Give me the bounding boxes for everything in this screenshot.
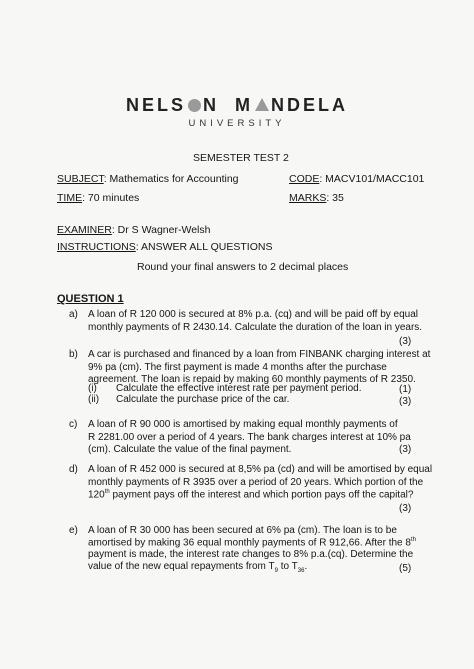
examiner-line xyxy=(57,224,210,236)
q1e-label: e) xyxy=(69,525,78,536)
q1b-i-text: Calculate the effective interest rate per payment period. xyxy=(116,383,362,394)
q1b-line-2: 9% pa (cm). The first payment is made 4 months after the purchase xyxy=(88,362,387,373)
q1e-line-1: A loan of R 30 000 has been secured at 6% pa (cm). The loan is to be xyxy=(88,525,397,536)
q1e-line-3: payment is made, the interest rate changes to 8% p.a.(cq). Determine the xyxy=(88,549,414,560)
q1b-line-3: agreement. The loan is repaid by making 60 monthly payments of R 2350. xyxy=(88,374,416,385)
q1d-line-3-text: payment pays off the interest and which portion pays off the capital? xyxy=(109,489,414,501)
instructions-line xyxy=(57,241,272,253)
q1b-ii-label: (ii) xyxy=(88,394,100,405)
subject-value: : Mathematics for Accounting xyxy=(103,173,239,185)
logo-text-n: N xyxy=(203,95,219,115)
q1d-label: d) xyxy=(69,464,78,475)
time-value: : 70 minutes xyxy=(82,192,140,204)
q1e-line-4-end: . xyxy=(304,561,308,572)
examiner-label: EXAMINER xyxy=(57,224,112,236)
q1d-ordinal-number: 120 xyxy=(88,489,105,501)
q1e-marks: (5) xyxy=(399,563,412,574)
q1e-line-2-text: amortised by making 36 equal monthly payments of R 912,66. After the 8 xyxy=(88,537,411,549)
logo-triangle-icon xyxy=(255,98,269,111)
code-value: : MACV101/MACC101 xyxy=(319,173,425,185)
q1a-line-2: monthly payments of R 2430.14. Calculate the duration of the loan in years. xyxy=(88,322,423,333)
q1e-line-4-mid: to T xyxy=(277,561,298,572)
q1d-ordinal-suffix: th xyxy=(104,489,110,495)
code-label: CODE xyxy=(289,173,320,185)
q1d-line-3 xyxy=(88,489,413,500)
q1e-line-2 xyxy=(88,537,416,548)
time-label: TIME xyxy=(57,192,83,204)
marks-label: MARKS xyxy=(289,192,327,204)
q1c-line-2: R 2281.00 over a period of 4 years. The bank charges interest at 10% pa xyxy=(88,432,411,443)
test-title: SEMESTER TEST 2 xyxy=(193,152,289,164)
q1c-line-1: A loan of R 90 000 is amortised by making equal monthly payments of xyxy=(88,419,398,430)
q1b-i-marks: (1) xyxy=(399,384,412,395)
q1b-i-label: (i) xyxy=(88,383,97,394)
q1d-line-2: monthly payments of R 3935 over a period of 20 years. Which portion of the xyxy=(88,477,424,488)
q1b-label: b) xyxy=(69,349,78,360)
q1b-line-1: A car is purchased and financed by a loan from FINBANK charging interest at xyxy=(88,349,431,360)
time-line xyxy=(57,192,139,204)
subject-label: SUBJECT xyxy=(57,173,104,185)
instructions-label: INSTRUCTIONS xyxy=(57,241,136,253)
q1e-line-4-text: value of the new equal repayments from T xyxy=(88,561,275,572)
q1e-line-4 xyxy=(88,561,307,574)
q1e-subscript-start: 9 xyxy=(274,568,278,574)
logo-circle-icon xyxy=(188,99,201,112)
q1d-marks: (3) xyxy=(399,503,412,514)
examiner-value: : Dr S Wagner-Welsh xyxy=(111,224,211,236)
instructions-value: : ANSWER ALL QUESTIONS xyxy=(135,241,273,253)
q1a-marks: (3) xyxy=(399,336,412,347)
marks-line xyxy=(289,192,344,204)
question-1-title: QUESTION 1 xyxy=(57,293,124,305)
q1b-ii-marks: (3) xyxy=(399,396,412,407)
q1e-subscript-end: 36 xyxy=(297,568,305,574)
subject-line xyxy=(57,173,239,185)
logo-text-ndela: NDELA xyxy=(271,95,349,115)
q1b-ii-text: Calculate the purchase price of the car. xyxy=(116,394,290,405)
q1d-line-1: A loan of R 452 000 is secured at 8,5% pa (cd) and will be amortised by equal xyxy=(88,464,433,475)
q1e-ordinal-suffix: th xyxy=(410,537,416,543)
university-logo xyxy=(0,95,474,116)
marks-value: : 35 xyxy=(326,192,344,204)
logo-text-nels: NELS xyxy=(125,95,186,115)
q1c-marks: (3) xyxy=(399,444,412,455)
q1a-label: a) xyxy=(69,309,78,320)
q1c-line-3: (cm). Calculate the value of the final payment. xyxy=(88,444,292,455)
rounding-note: Round your final answers to 2 decimal places xyxy=(137,261,349,273)
logo-text-m: M xyxy=(235,95,254,115)
q1a-line-1: A loan of R 120 000 is secured at 8% p.a. (cq) and will be paid off by equal xyxy=(88,309,419,320)
university-label: UNIVERSITY xyxy=(188,118,286,129)
code-line xyxy=(289,173,424,185)
q1c-label: c) xyxy=(69,419,78,430)
